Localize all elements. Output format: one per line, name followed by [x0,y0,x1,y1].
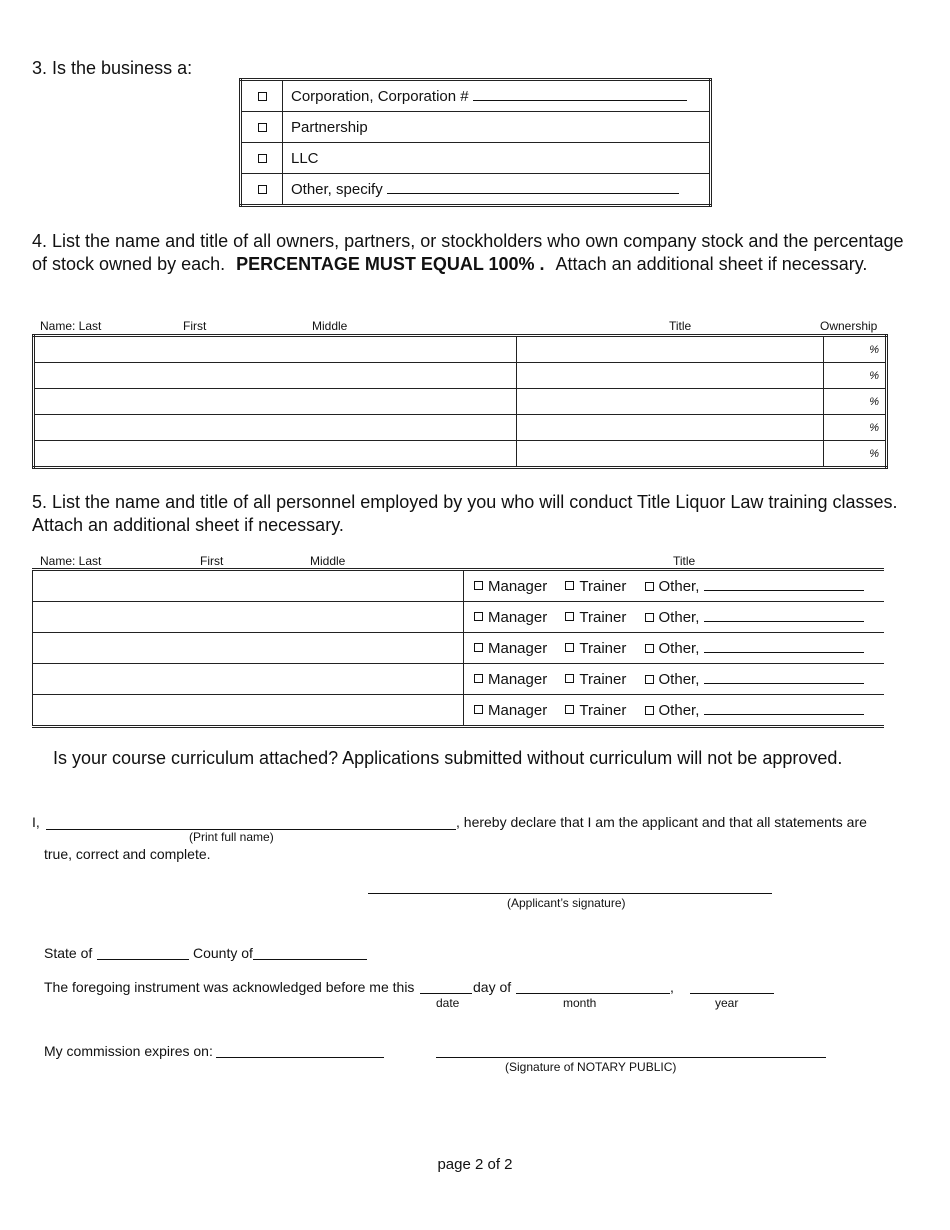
owner-ownership-cell[interactable]: % [824,389,887,415]
q4-percentage-note: PERCENTAGE MUST EQUAL 100% . [236,254,545,274]
table-row [34,389,887,415]
curriculum-note: Is your course curriculum attached? Applications submitted without curriculum will not be approved. [53,748,843,768]
owner-ownership-cell[interactable]: % [824,441,887,468]
q5-header-middle: Middle [310,554,346,568]
owner-name-cell[interactable] [34,336,517,363]
trainer-name-cell[interactable] [33,664,464,695]
q5-header-title: Title [673,554,696,568]
q4-attach-note: Attach an additional sheet if necessary. [555,254,868,274]
trainer-name-cell[interactable] [33,602,464,633]
manager-label: Manager [488,701,548,719]
owner-ownership-cell[interactable]: % [824,363,887,389]
print-name-label: (Print full name) [189,830,274,844]
q5-header-last: Name: Last [40,554,102,568]
other-specify-field[interactable] [387,193,679,194]
q5-question: 5. List the name and title of all personnel employed by you who will conduct Title Liquor Law training classes. Attach an additional sheet if necessary. [32,492,898,535]
partnership-label: Partnership [291,118,368,136]
q4-question [32,230,922,276]
owner-name-cell[interactable] [34,389,517,415]
notary-signature-field[interactable] [436,1057,826,1058]
day-of-label: day of [473,979,512,995]
other-title-field[interactable] [704,621,864,622]
owner-title-cell[interactable] [517,441,824,468]
other-title-checkbox[interactable] [645,675,654,684]
business-type-row-corporation [241,80,711,112]
other-title-label: Other, [658,608,700,626]
trainer-name-cell[interactable] [33,570,464,602]
table-row [33,633,885,664]
manager-checkbox[interactable] [474,612,483,621]
manager-label: Manager [488,608,548,626]
table-row [33,602,885,633]
q4-header-title: Title [669,319,692,333]
state-field[interactable] [97,959,189,960]
date-label: date [436,996,460,1010]
other-title-field[interactable] [704,652,864,653]
owner-name-cell[interactable] [34,415,517,441]
manager-checkbox[interactable] [474,705,483,714]
declaration-line2: true, correct and complete. [44,846,211,862]
other-title-field[interactable] [704,590,864,591]
q5-header-first: First [200,554,224,568]
trainer-label: Trainer [579,701,627,719]
owner-title-cell[interactable] [517,363,824,389]
partnership-checkbox[interactable] [258,123,267,132]
declaration-prefix: I, [32,814,40,830]
month-label: month [563,996,597,1010]
other-title-label: Other, [658,701,700,719]
owners-table [32,334,888,469]
other-title-field[interactable] [704,714,864,715]
other-title-label: Other, [658,577,700,595]
q3-question: 3. Is the business a: [32,58,193,78]
table-row [34,441,887,468]
trainer-label: Trainer [579,577,627,595]
month-field[interactable] [516,993,670,994]
other-label: Other, specify [291,180,383,198]
trainer-label: Trainer [579,670,627,688]
q4-header-last: Name: Last [40,319,102,333]
corporation-label: Corporation, Corporation # [291,87,469,105]
owner-ownership-cell[interactable]: % [824,336,887,363]
other-checkbox[interactable] [258,185,267,194]
owner-name-cell[interactable] [34,363,517,389]
table-row [34,336,887,363]
trainers-table [32,568,884,728]
trainer-checkbox[interactable] [565,612,574,621]
acknowledged-label: The foregoing instrument was acknowledged before me this [44,979,415,995]
owner-ownership-cell[interactable]: % [824,415,887,441]
page-number: page 2 of 2 [437,1156,513,1173]
corporation-checkbox[interactable] [258,92,267,101]
applicant-signature-field[interactable] [368,893,772,894]
table-row [33,664,885,695]
trainer-checkbox[interactable] [565,705,574,714]
other-title-label: Other, [658,670,700,688]
business-type-row-partnership [241,112,711,143]
q4-header-first: First [183,319,207,333]
manager-label: Manager [488,577,548,595]
trainer-checkbox[interactable] [565,581,574,590]
owner-name-cell[interactable] [34,441,517,468]
llc-checkbox[interactable] [258,154,267,163]
business-type-row-other [241,174,711,206]
q4-header-middle: Middle [312,319,348,333]
declaration-suffix: , hereby declare that I am the applicant and that all statements are [456,814,867,830]
table-row [34,363,887,389]
trainer-name-cell[interactable] [33,633,464,664]
year-label: year [715,996,739,1010]
business-type-row-llc [241,143,711,174]
q4-text: 4. List the name and title of all owners, partners, or stockholders who own company stock and the percentage of stock owned by each. [32,231,904,274]
q4-header-ownership: Ownership [820,319,878,333]
trainer-checkbox[interactable] [565,674,574,683]
manager-checkbox[interactable] [474,643,483,652]
trainer-label: Trainer [579,608,627,626]
llc-label: LLC [291,149,319,167]
other-title-checkbox[interactable] [645,644,654,653]
state-of-label: State of [44,945,93,961]
commission-label: My commission expires on: [44,1043,213,1059]
business-type-table [239,78,712,207]
owner-title-cell[interactable] [517,389,824,415]
manager-checkbox[interactable] [474,581,483,590]
table-row [34,415,887,441]
county-of-label: County of [193,945,253,961]
manager-label: Manager [488,639,548,657]
manager-checkbox[interactable] [474,674,483,683]
owner-title-cell[interactable] [517,336,824,363]
county-field[interactable] [253,959,367,960]
date-field[interactable] [420,993,472,994]
corporation-number-field[interactable] [473,100,687,101]
manager-label: Manager [488,670,548,688]
notary-signature-label: (Signature of NOTARY PUBLIC) [505,1060,677,1074]
date-comma: , [670,979,674,995]
trainer-name-cell[interactable] [33,695,464,727]
other-title-checkbox[interactable] [645,582,654,591]
other-title-field[interactable] [704,683,864,684]
other-title-checkbox[interactable] [645,613,654,622]
trainer-checkbox[interactable] [565,643,574,652]
owner-title-cell[interactable] [517,415,824,441]
table-row [33,570,885,602]
other-title-label: Other, [658,639,700,657]
table-row [33,695,885,727]
year-field[interactable] [690,993,774,994]
other-title-checkbox[interactable] [645,706,654,715]
commission-date-field[interactable] [216,1057,384,1058]
applicant-signature-label: (Applicant’s signature) [507,896,626,910]
trainer-label: Trainer [579,639,627,657]
